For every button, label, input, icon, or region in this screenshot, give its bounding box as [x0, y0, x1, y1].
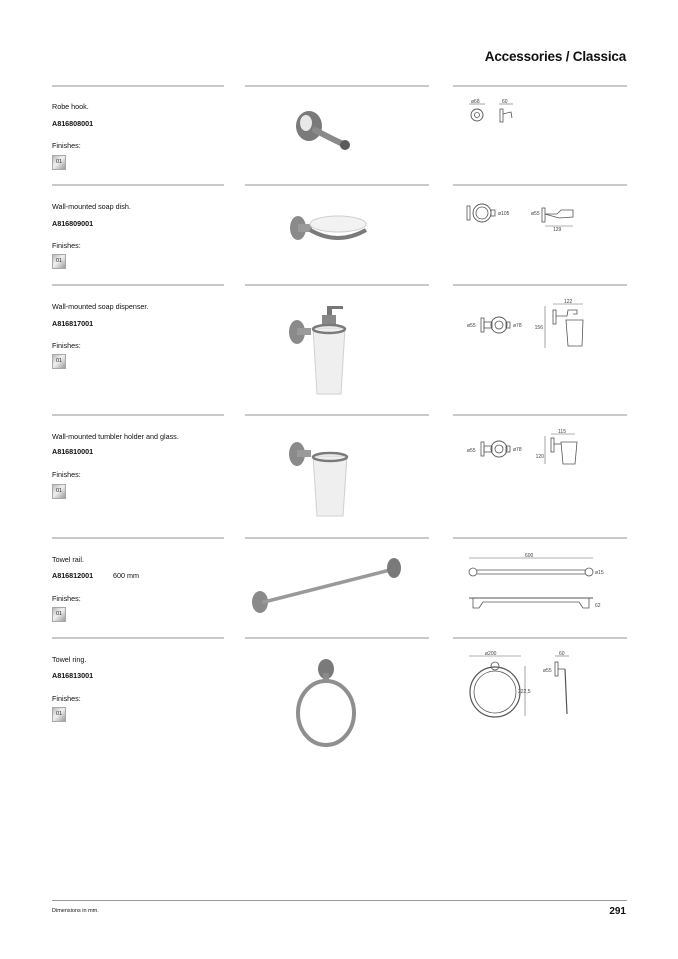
- tumbler-holder-drawing: [465, 428, 595, 472]
- divider: [52, 414, 224, 416]
- divider: [245, 537, 429, 539]
- dimension-label: 600: [525, 553, 534, 559]
- page-title: Accessories / Classica: [484, 49, 626, 64]
- robe-hook-photo: [285, 100, 365, 160]
- soap-dispenser-drawing: [465, 298, 595, 354]
- divider: [52, 184, 224, 186]
- dimension-label: ø55: [467, 448, 476, 454]
- dimension-label: 222,5: [518, 689, 531, 695]
- divider: [52, 85, 224, 87]
- divider: [245, 184, 429, 186]
- product-name: Robe hook.: [52, 102, 89, 111]
- finish-swatch: 01: [52, 155, 66, 170]
- tumbler-holder-photo: [285, 432, 365, 522]
- finishes-label: Finishes:: [52, 594, 81, 603]
- dimension-label: 156: [534, 325, 543, 331]
- page-number: 291: [609, 906, 626, 917]
- soap-dispenser-photo: [285, 298, 365, 398]
- product-name: Wall-mounted soap dispenser.: [52, 302, 149, 311]
- dimension-label: ø55: [543, 668, 552, 674]
- dimension-label: ø55: [531, 211, 540, 217]
- divider: [245, 637, 429, 639]
- towel-rail-photo: [248, 552, 408, 618]
- product-name: Wall-mounted soap dish.: [52, 202, 131, 211]
- towel-ring-photo: [290, 655, 370, 750]
- dimension-label: ø78: [513, 447, 522, 453]
- finishes-label: Finishes:: [52, 694, 81, 703]
- divider: [52, 537, 224, 539]
- finishes-label: Finishes:: [52, 141, 81, 150]
- product-code: A816817001: [52, 319, 94, 328]
- dimension-label: ø105: [498, 211, 510, 217]
- product-code: A816812001: [52, 571, 94, 580]
- divider: [245, 284, 429, 286]
- product-size: 600 mm: [113, 571, 139, 580]
- finish-swatch: 01: [52, 254, 66, 269]
- divider: [245, 85, 429, 87]
- finish-swatch: 01: [52, 607, 66, 622]
- product-name: Towel rail.: [52, 555, 84, 564]
- finishes-label: Finishes:: [52, 241, 81, 250]
- dimension-label: 122: [564, 299, 573, 305]
- finishes-label: Finishes:: [52, 341, 81, 350]
- finish-swatch: 01: [52, 484, 66, 499]
- towel-ring-drawing: [465, 650, 585, 722]
- product-name: Wall-mounted tumbler holder and glass.: [52, 432, 179, 441]
- dimension-label: 120: [535, 454, 544, 460]
- divider: [52, 284, 224, 286]
- robe-hook-drawing: [465, 98, 525, 128]
- dimension-label: ø15: [595, 570, 604, 576]
- divider: [453, 184, 627, 186]
- product-code: A816813001: [52, 671, 94, 680]
- dimension-label: 60: [559, 651, 565, 657]
- product-code: A816809001: [52, 219, 94, 228]
- dimension-label: ø68: [471, 99, 480, 105]
- dimension-label: ø200: [485, 651, 497, 657]
- divider: [245, 414, 429, 416]
- divider: [52, 637, 224, 639]
- product-code: A816808001: [52, 119, 94, 128]
- footer-note: Dimensions in mm.: [52, 908, 99, 914]
- dimension-label: 62: [595, 603, 601, 609]
- footer-divider: [52, 900, 627, 901]
- divider: [453, 85, 627, 87]
- dimension-label: 115: [558, 429, 566, 435]
- finish-swatch: 01: [52, 707, 66, 722]
- divider: [453, 637, 627, 639]
- divider: [453, 414, 627, 416]
- soap-dish-drawing: [465, 200, 585, 234]
- dimension-label: 129: [553, 227, 562, 233]
- divider: [453, 537, 627, 539]
- finishes-label: Finishes:: [52, 470, 81, 479]
- soap-dish-photo: [280, 200, 380, 260]
- finish-swatch: 01: [52, 354, 66, 369]
- product-name: Towel ring.: [52, 655, 87, 664]
- dimension-label: 60: [502, 99, 508, 105]
- divider: [453, 284, 627, 286]
- towel-rail-drawing: [465, 552, 605, 616]
- dimension-label: ø55: [467, 323, 476, 329]
- dimension-label: ø78: [513, 323, 522, 329]
- product-code: A816810001: [52, 447, 94, 456]
